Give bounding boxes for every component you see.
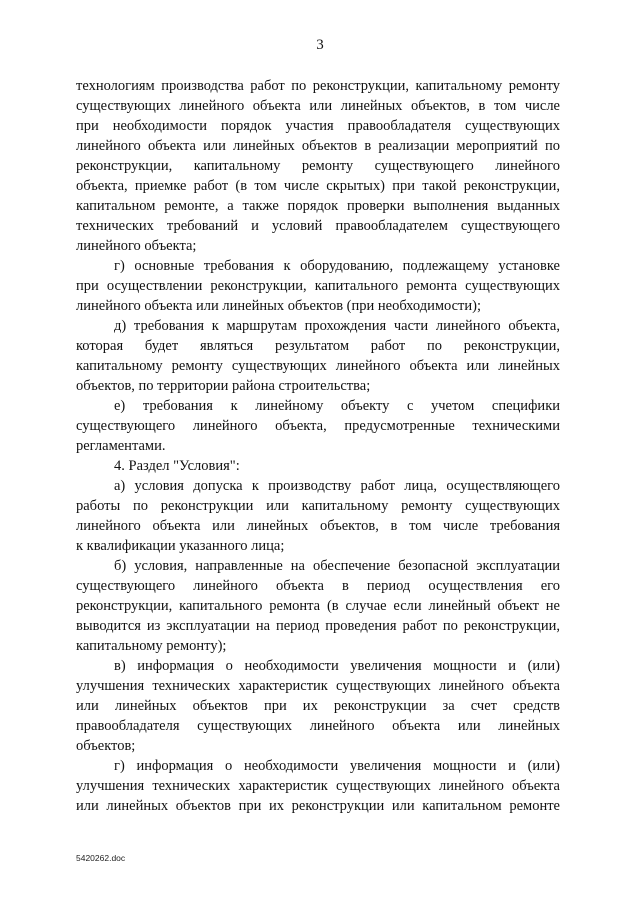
text-line: регламентами. <box>76 438 166 454</box>
text-line: правообладателя существующих линейного объекта или линейных <box>76 718 560 734</box>
paragraph-item-g-capacity <box>76 756 560 816</box>
text-line: д) требования к маршрутам прохождения части линейного объекта, <box>114 318 560 334</box>
text-line: реконструкции, капитальному ремонту существующего линейного <box>76 158 560 174</box>
text-line: капитальному ремонту); <box>76 638 227 654</box>
text-line: которая будет являться результатом работ по реконструкции, <box>76 338 560 354</box>
text-line: при необходимости порядок участия правообладателя существующих <box>76 118 560 134</box>
text-line: е) требования к линейному объекту с учетом специфики <box>114 398 560 414</box>
text-line: технических требований и условий правообладателем существующего <box>76 218 560 234</box>
paragraph-item-b-safety <box>76 556 560 656</box>
text-line: существующих линейного объекта или линейных объектов, в том числе <box>76 98 560 114</box>
text-line: а) условия допуска к производству работ лица, осуществляющего <box>114 478 560 494</box>
text-line: объектов, по территории района строительства; <box>76 378 371 394</box>
text-line: улучшения технических характеристик существующих линейного объекта <box>76 778 560 794</box>
paragraph-item-a-admission <box>76 476 560 556</box>
text-line: объекта, приемке работ (в том числе скрытых) при такой реконструкции, <box>76 178 560 194</box>
text-line: или линейных объектов при их реконструкции за счет средств <box>76 698 560 714</box>
text-line: 4. Раздел "Условия": <box>114 458 240 474</box>
text-line: технологиям производства работ по реконструкции, капитальному ремонту <box>76 78 560 94</box>
text-line: реконструкции, капитального ремонта (в случае если линейный объект не <box>76 598 560 614</box>
text-line: линейного объекта или линейных объектов, в том числе требования <box>76 518 560 534</box>
document-body <box>76 76 560 816</box>
text-line: улучшения технических характеристик существующих линейного объекта <box>76 678 560 694</box>
text-line: существующего линейного объекта в период осуществления его <box>76 578 560 594</box>
text-line: объектов; <box>76 738 136 754</box>
text-line: выводится из эксплуатации на период проведения работ по реконструкции, <box>76 618 560 634</box>
text-line: работы по реконструкции или капитальному ремонту существующих <box>76 498 560 514</box>
text-line: при осуществлении реконструкции, капитального ремонта существующих <box>76 278 560 294</box>
paragraph-item-e-requirements <box>76 396 560 456</box>
paragraph-item-v-capacity <box>76 656 560 756</box>
text-line: в) информация о необходимости увеличения мощности и (или) <box>114 658 560 674</box>
text-line: линейного объекта или линейных объектов в реализации мероприятий по <box>76 138 560 154</box>
text-line: капитальному ремонту существующих линейного объекта или линейных <box>76 358 560 374</box>
text-line: капитальном ремонте, а также порядок проверки выполнения выданных <box>76 198 560 214</box>
text-line: г) основные требования к оборудованию, подлежащему установке <box>114 258 560 274</box>
paragraph-item-g-equipment <box>76 256 560 316</box>
text-line: линейного объекта; <box>76 238 197 254</box>
text-line: существующего линейного объекта, предусмотренные техническими <box>76 418 560 434</box>
paragraph-continuation <box>76 76 560 256</box>
page-number: 3 <box>316 37 324 53</box>
text-line: г) информация о необходимости увеличения мощности и (или) <box>114 758 560 774</box>
text-line: к квалификации указанного лица; <box>76 538 285 554</box>
footer-filename: 5420262.doc <box>76 853 126 863</box>
text-line: или линейных объектов при их реконструкции или капитальном ремонте <box>76 798 560 814</box>
text-line: б) условия, направленные на обеспечение безопасной эксплуатации <box>114 558 560 574</box>
section-heading-conditions <box>76 456 560 476</box>
text-line: линейного объекта или линейных объектов (при необходимости); <box>76 298 482 314</box>
paragraph-item-d-routes <box>76 316 560 396</box>
